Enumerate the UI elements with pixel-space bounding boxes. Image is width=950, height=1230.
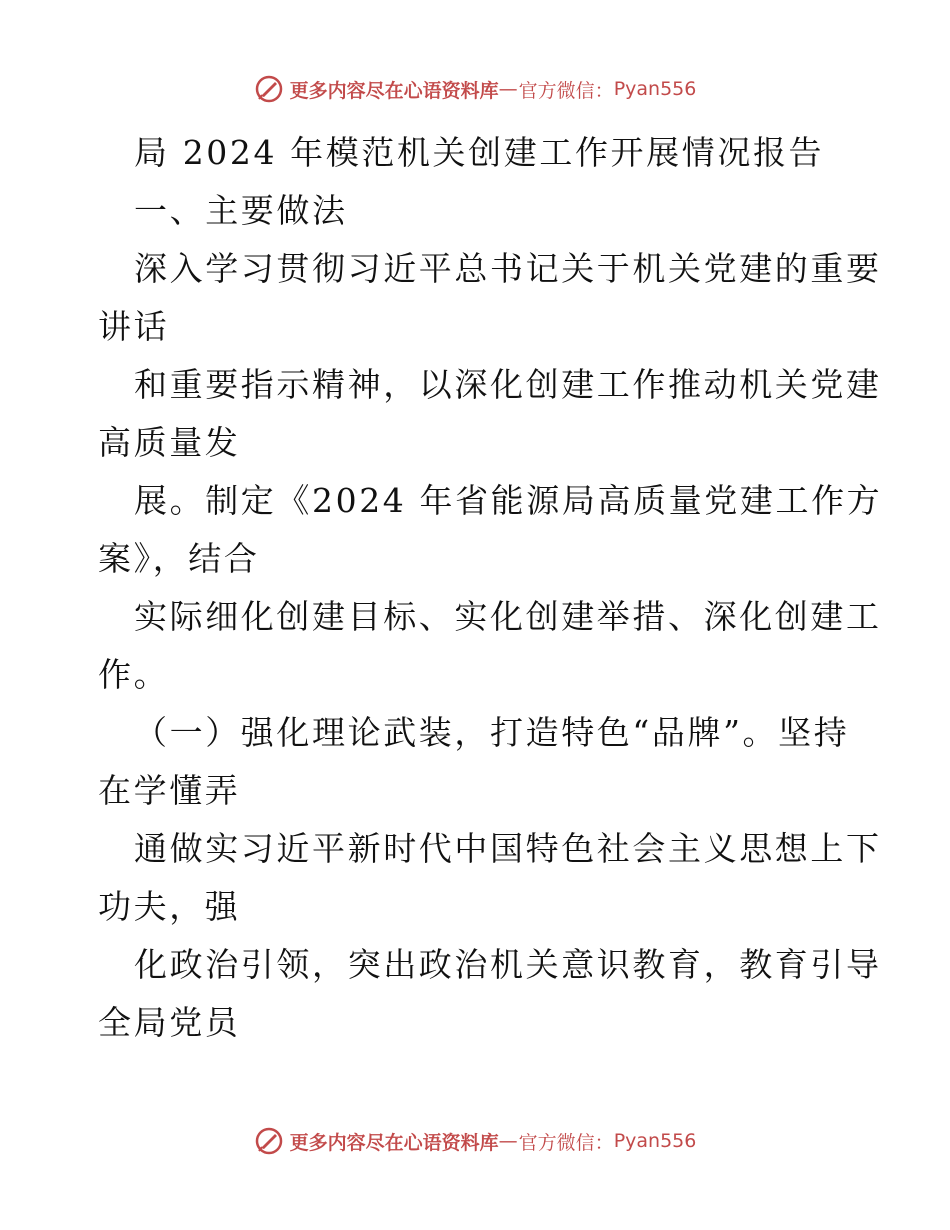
watermark-separator: — — [498, 78, 519, 100]
watermark-account: Pyan556 — [613, 78, 697, 100]
document-body — [98, 124, 883, 1052]
paragraph-line: 深入学习贯彻习近平总书记关于机关党建的重要 — [134, 249, 882, 288]
paragraph-line: 讲话 — [98, 307, 170, 346]
paragraph-line: 案》，结合 — [98, 539, 260, 578]
quill-logo-icon — [254, 1126, 284, 1156]
paragraph-line: 通做实习近平新时代中国特色社会主义思想上下 — [134, 829, 882, 868]
watermark-brand: 更多内容尽在心语资料库 — [289, 79, 499, 102]
paragraph-line: 全局党员 — [98, 1003, 241, 1042]
paragraph-line: 作。 — [98, 655, 170, 694]
quill-logo-icon — [254, 74, 284, 104]
paragraph-line: 实际细化创建目标、实化创建举措、深化创建工 — [134, 597, 882, 636]
section-heading: 一、主要做法 — [134, 191, 348, 230]
paragraph-line: 化政治引领，突出政治机关意识教育，教育引导 — [134, 945, 882, 984]
paragraph-line: 展。制定《2024 年省能源局高质量党建工作方 — [134, 481, 883, 520]
watermark-separator: — — [498, 1130, 519, 1152]
watermark-brand: 更多内容尽在心语资料库 — [289, 1131, 499, 1154]
header-watermark — [0, 74, 950, 104]
paragraph-line: 和重要指示精神，以深化创建工作推动机关党建 — [134, 365, 882, 404]
paragraph-line: 功夫，强 — [98, 887, 241, 926]
watermark-wechat-label: 官方微信： — [518, 79, 614, 102]
footer-watermark — [0, 1126, 950, 1156]
paragraph-line: 在学懂弄 — [98, 771, 241, 810]
paragraph-line: 高质量发 — [98, 423, 241, 462]
watermark-account: Pyan556 — [613, 1130, 697, 1152]
watermark-wechat-label: 官方微信： — [518, 1131, 614, 1154]
subsection-heading-line: （一）强化理论武装，打造特色“品牌”。坚持 — [134, 713, 850, 752]
document-title: 局 2024 年模范机关创建工作开展情况报告 — [134, 133, 825, 172]
